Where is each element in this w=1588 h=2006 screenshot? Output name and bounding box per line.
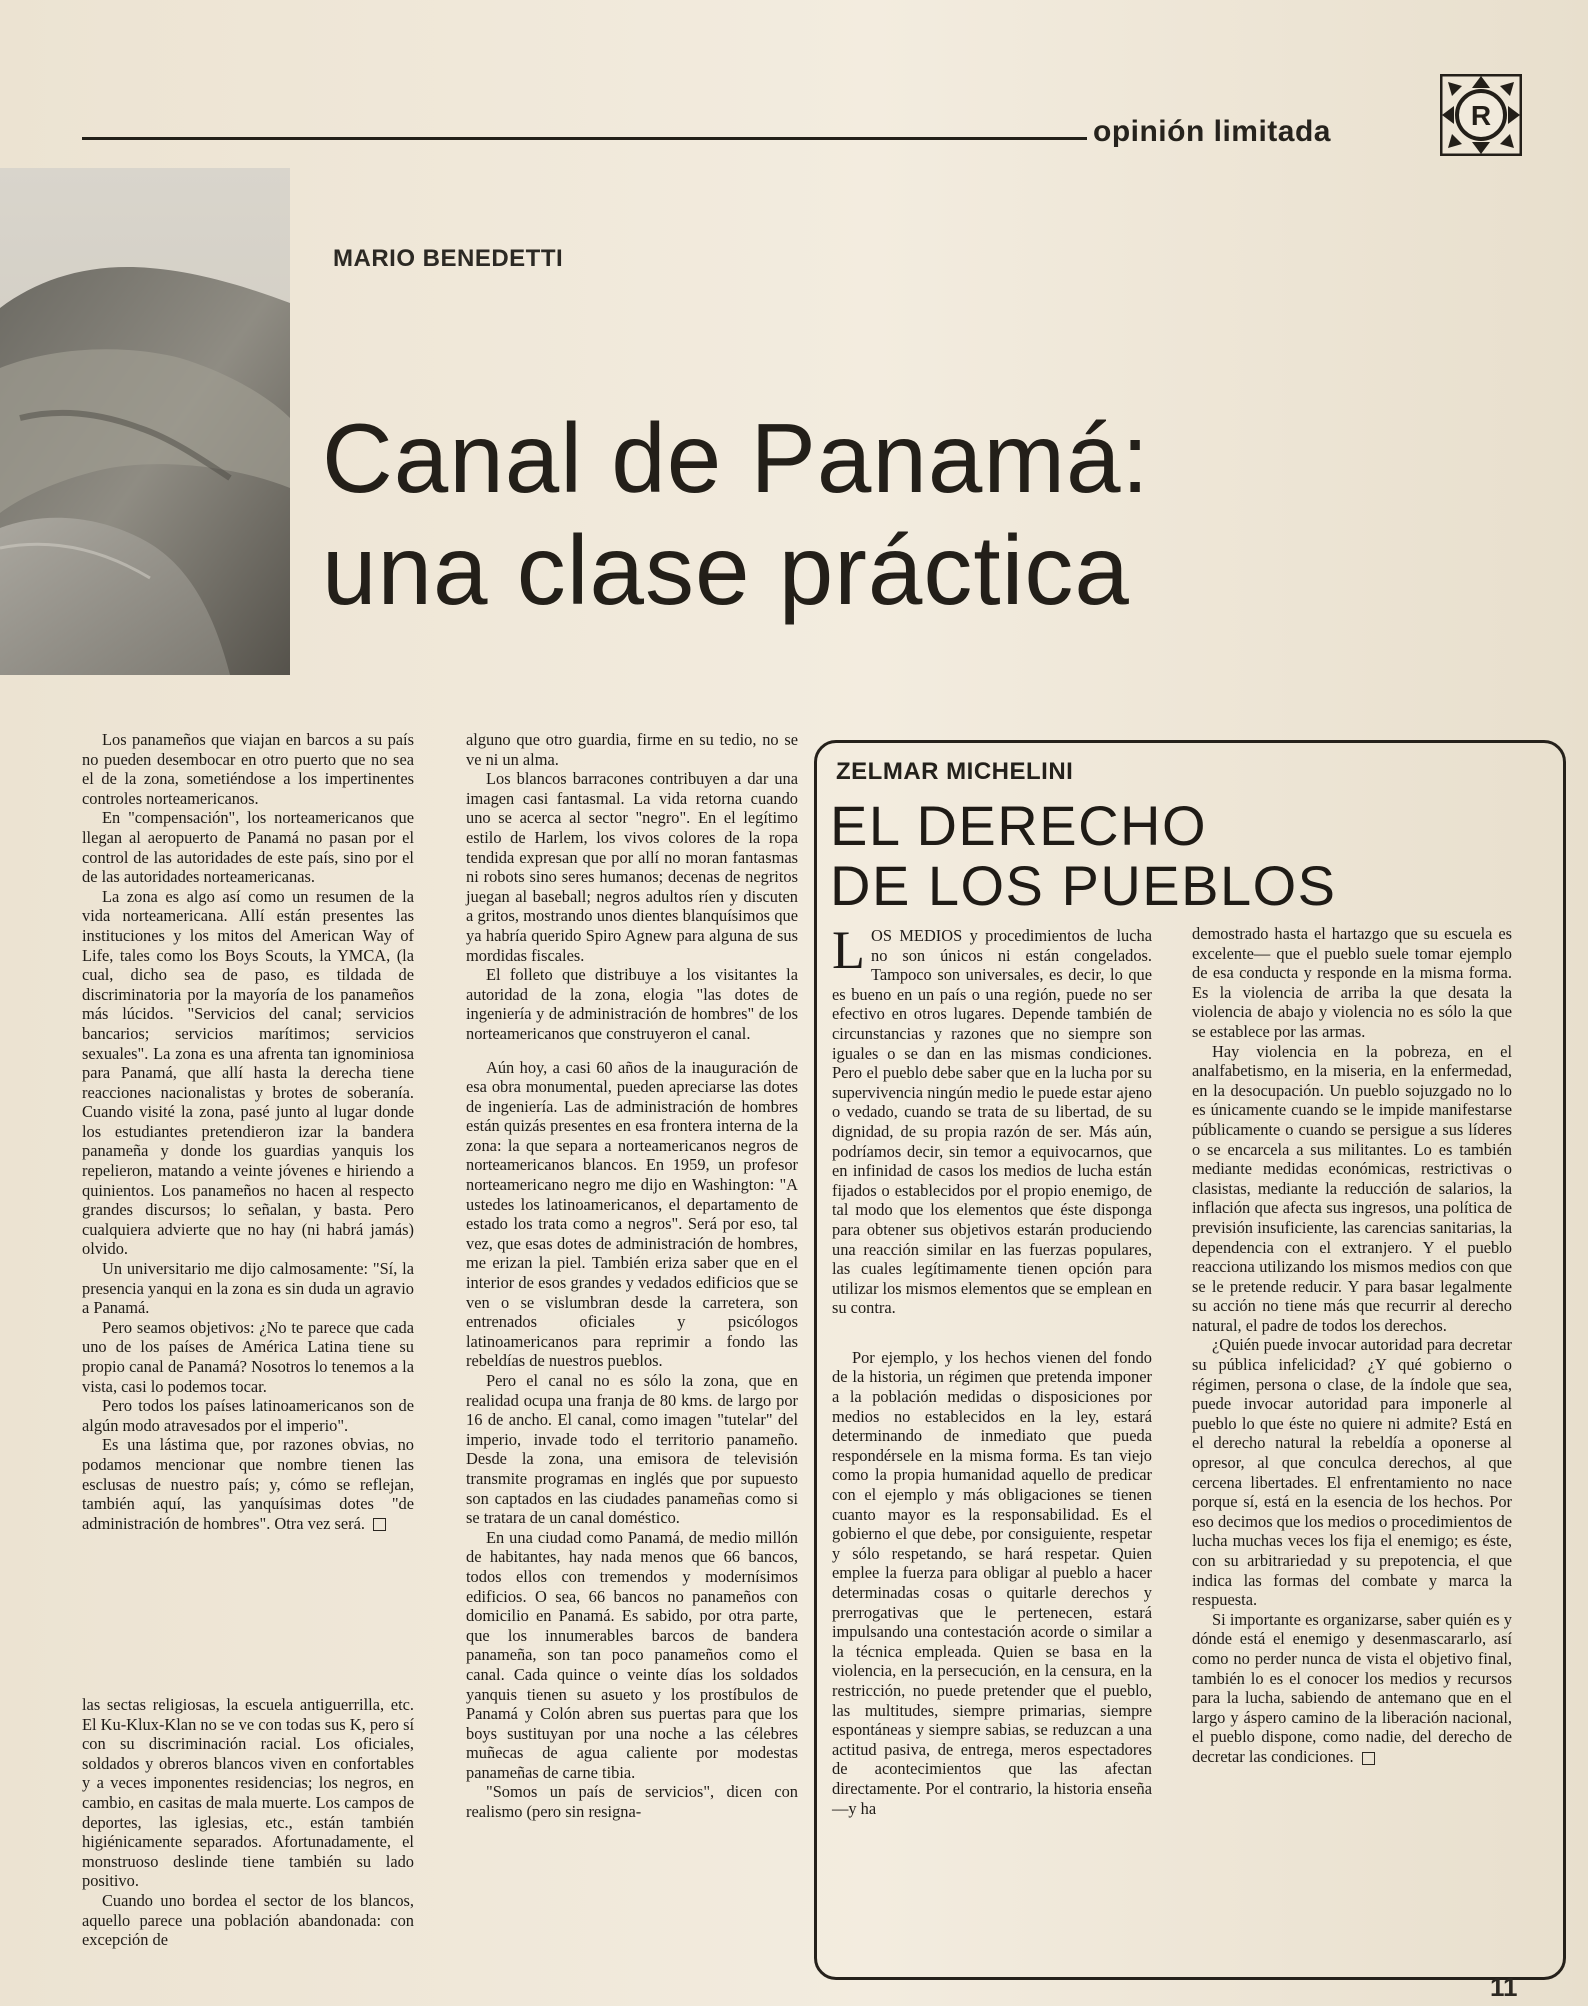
paragraph: las sectas religiosas, la escuela antiguerrilla, etc. El Ku-Klux-Klan no se ve con todas sus K, pero sí con su discriminación racial. Los oficiales, soldados y obreros blancos viven en confortables y a veces imponentes residencias; los negros, en cambio, en casitas de mala muerte. Los campos de deportes, las iglesias, etc., están también higiénicamente separados. Afortunadamente, el monstruoso deslinde tiene también su lado positivo. [82, 1695, 414, 1891]
r-logo-icon [1440, 74, 1522, 156]
paragraph: En "compensación", los norteamericanos que llegan al aeropuerto de Panamá no pasan por el control de las autoridades de este país, sino por el de las autoridades norteamericanas. [82, 808, 414, 887]
article-column-2 [466, 730, 798, 1822]
paragraph: Por ejemplo, y los hechos vienen del fondo de la historia, un régimen que pretenda imponer a la población medidas o disposiciones por medios no establecidos en la ley, estará determinando de inmediato que pueda respondérsele en la misma forma. Es tan viejo como la propia humanidad aquello de predicar con el ejemplo y más obligaciones se tienen cuanto mayor es la responsabilidad. Es el gobierno el que debe, por consiguiente, respetar y sólo respetando, se hará respetar. Quien emplee la fuerza para obligar al pueblo a hacer determinadas cosas o quitarle derechos y prerrogativas que le pertenecen, estará impulsando una contestación acorde o similar a la técnica empleada. Quien se basa en la violencia, en la persecución, en la censura, en la restricción, no puede pretender que el pueblo, las multitudes, siempre primarias, siempre espontáneas y siempre sabias, se reduzcan a una actitud pasiva, de entrega, meros espectadores de acontecimientos que las afectan directamente. Por el contrario, la historia enseña —y ha [832, 1347, 1152, 1818]
paragraph: Pero todos los países latinoamericanos son de algún modo atravesados por el imperio". [82, 1396, 414, 1435]
paragraph: Hay violencia en la pobreza, en el analfabetismo, en la miseria, en la enfermedad, en la desocupación. Un pueblo sojuzgado no lo es únicamente cuando se le impide manifestarse públicamente o cuando se persigue a sus líderes o se encarcela a sus militantes. Lo es también mediante medidas económicas, restrictivas o clasistas, mediante la reducción de salarios, la inflación que afecta sus ingresos, una política de previsión insuficiente, las carencias sanitarias, la dependencia con el extranjero. Y el pueblo reacciona utilizando los mismos medios con que se le pretende reducir. Y para basar legalmente su acción no tiene más que recurrir al derecho natural, el padre de todos los derechos. [1192, 1041, 1512, 1335]
drop-cap: L [832, 920, 865, 980]
inset-lead-paragraph [832, 920, 1152, 1318]
article-column-1 [82, 730, 414, 1533]
section-title: opinión limitada [1093, 115, 1331, 148]
paragraph: Los blancos barracones contribuyen a dar una imagen casi fantasmal. La vida retorna cuando uno se acerca al sector "negro". En el legítimo estilo de Harlem, los vivos colores de la ropa tendida expresan que por allí no moran fantasmas ni robots sino seres humanos; decenas de negritos juegan al baseball; negros adultos ríen y discuten a gritos, mostrando unos dientes blanquísimos que ya habría querido Spiro Agnew para alguna de sus mordidas fiscales. [466, 769, 798, 965]
paragraph-last [82, 1435, 414, 1533]
paragraph: Pero seamos objetivos: ¿No te parece que cada uno de los países de América Latina tiene su propio canal de Panamá? Nosotros lo tenemos a la vista, casi lo podemos tocar. [82, 1317, 414, 1396]
paragraph: Aún hoy, a casi 60 años de la inauguración de esa obra monumental, pueden apreciarse las dotes de ingeniería. Las de administración de hombres están quizás presentes en esa frontera interna de la zona: la que separa a norteamericanos negros de norteamericanos blancos. En 1959, un profesor norteamericano negro me dijo en Washington: "A ustedes los latinoamericanos, el departamento de estado los trata como a negros". Será por eso, tal vez, que esas dotes de administración de hombres, me erizan la piel. También eriza saber que en el interior de esos grandes y vedados edificios que se ven o se vislumbran desde la carretera, son entrenados oficiales y psicólogos latinoamericanos para reprimir a fondo las rebeldías de nuestros pueblos. [466, 1057, 798, 1371]
end-mark-icon [1362, 1752, 1375, 1765]
masthead-rule [82, 137, 1087, 140]
paragraph: "Somos un país de servicios", dicen con realismo (pero sin resigna- [466, 1782, 798, 1822]
headline-line-1: Canal de Panamá: [322, 403, 1150, 513]
article-author: MARIO BENEDETTI [333, 245, 564, 272]
headline-line-2: una clase práctica [322, 515, 1130, 625]
inset-headline [830, 796, 1337, 916]
article-headline [322, 402, 1482, 626]
paragraph: En una ciudad como Panamá, de medio millón de habitantes, hay nada menos que 66 bancos, todos ellos con tremendos y modernísimos edificios. O sea, 66 bancos no panameños con domicilio en Panamá. Es sabido, por otra parte, que los innumerables barcos de bandera panameña, son tan poco panameños como el canal. Cada quince o veinte días los soldados yanquis tienen su asueto y los prostíbulos de Panamá y Colón abren sus puertas para que los boys sustituyan por una noche a las célebres muñecas de agua caliente por modestas panameñas de carne tibia. [466, 1527, 798, 1782]
inset-headline-line-2: DE LOS PUEBLOS [830, 854, 1337, 917]
article-column-1-continued [82, 1695, 414, 1950]
paragraph: demostrado hasta el hartazgo que su escuela es excelente— que el pueblo suele tomar ejemplo de esa conducta y responde en la misma forma. Es la violencia de arriba la que desata la violencia de abajo y violencia no es sólo la que se establece por las armas. [1192, 924, 1512, 1041]
end-mark-icon [373, 1518, 386, 1531]
paragraph: Cuando uno bordea el sector de los blancos, aquello parece una población abandonada: con excepción de [82, 1890, 414, 1950]
inset-column-2 [1192, 924, 1512, 1767]
paragraph: alguno que otro guardia, firme en su tedio, no se ve ni un alma. [466, 730, 798, 769]
page-number: 11 [1490, 1972, 1518, 2002]
inset-author: ZELMAR MICHELINI [836, 758, 1074, 785]
inset-column-1 [832, 920, 1152, 1818]
paragraph-text: Si importante es organizarse, saber quién es y dónde está el enemigo y desenmascararlo, así como no perder nunca de vista el objetivo final, también lo es el conocer los medios y recursos para la lucha, sabiendo de antemano que en el largo y áspero camino de la liberación nacional, el pueblo dispone, como nadie, del derecho de decretar las condiciones. [1192, 1609, 1512, 1766]
paragraph: Los panameños que viajan en barcos a su país no pueden desembocar en otro puerto que no sea el de la zona, sometiéndose a los impertinentes controles norteamericanos. [82, 730, 414, 808]
logo-letter: R [1470, 100, 1492, 131]
canal-photo [0, 168, 290, 675]
paragraph: Un universitario me dijo calmosamente: "Sí, la presencia yanqui en la zona es sin duda un agravio a Panamá. [82, 1259, 414, 1318]
paragraph-last [1192, 1610, 1512, 1767]
inset-headline-line-1: EL DERECHO [830, 794, 1208, 857]
paragraph: Pero el canal no es sólo la zona, que en realidad ocupa una franja de 80 kms. de largo por 16 de ancho. El canal, como imagen "tutelar" del imperio, invade todo el territorio panameño. Desde la zona, una emisora de televisión transmite programas en inglés que por supuesto son captados en las ciudades panameñas como si se tratara de un canal doméstico. [466, 1371, 798, 1528]
paragraph: El folleto que distribuye a los visitantes la autoridad de la zona, elogia "las dotes de ingeniería y de administración de hombres" de los norteamericanos que construyeron el canal. [466, 965, 798, 1043]
paragraph: ¿Quién puede invocar autoridad para decretar su pública infelicidad? ¿Y qué gobierno o régimen, persona o clase, de la índole que sea, puede invocar autoridad para imponerle al pueblo lo que éste no quiere ni admite? Está en el derecho natural la rebeldía a oponerse al opresor, al que conculca derechos, al que cercena libertades. El enfrentamiento no nace porque sí, está en la esencia de los hechos. Por eso decimos que los medios o procedimientos de lucha muchas veces los fija el enemigo; es éste, con su arbitrariedad y su prepotencia, el que indica las formas del combate y marca la respuesta. [1192, 1335, 1513, 1610]
paragraph-text: Es una lástima que, por razones obvias, no podamos mencionar que nombre tienen las esclusas de nuestro país; y, cómo se reflejan, también aquí, las yanquísimas dotes "de administración de hombres". Otra vez será. [82, 1435, 414, 1533]
paragraph: La zona es algo así como un resumen de la vida norteamericana. Allí están presentes las instituciones y los mitos del American Way of Life, tales como los Boys Scouts, la YMCA, (la cual, dicho sea de paso, es tildada de discriminatoria por la mayoría de los panameños más lúcidos. "Servicios del canal; servicios bancarios; servicios marítimos; servicios sexuales". La zona es una afrenta tan ignominiosa para Panamá, que allí hasta la derecha tiene reacciones nacionalistas y brotes de soberanía. Cuando visité la zona, pasé junto al lugar donde los estudiantes pretendieron izar la bandera panameña y donde los guardias yanquis los repelieron, matando a veinte jóvenes e hiriendo a quinientos. Los panameños no hacen al respecto grandes discursos; lo señalan, y basta. Pero cualquiera advierte que no hay (ni habrá jamás) olvido. [82, 886, 414, 1259]
paragraph-text: OS MEDIOS y procedimientos de lucha no son únicos ni están congelados. Tampoco son universales, es decir, lo que es bueno en un país o una región, puede no ser efectivo en otros lugares. Depende también de circunstancias y razones que no siempre son iguales o se dan en las mismas condiciones. Pero el pueblo debe saber que en la lucha por su supervivencia ningún medio le puede estar ajeno o vedado, cuando se trata de su libertad, de su dignidad, de su propia razón de ser. Más aún, podríamos decir, sin temor a equivocarnos, que en infinidad de casos los medios de lucha están fijados o establecidos por el propio enemigo, de tal modo que los elementos que éste disponga para obtener sus objetivos estarán produciendo una reacción similar en las fuerzas populares, las cuales legítimamente tienen opción para utilizar los mismos elementos que se emplean en su contra. [832, 926, 1152, 1318]
